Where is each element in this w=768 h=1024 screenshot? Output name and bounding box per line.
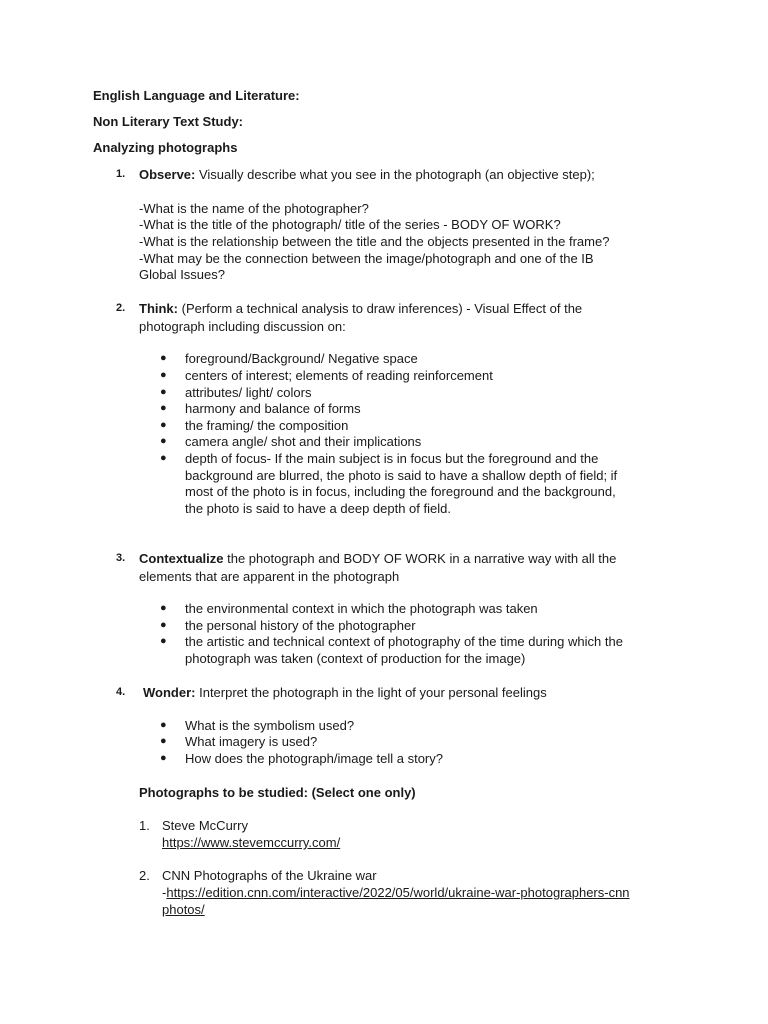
bullet-item: foreground/Background/ Negative space — [185, 351, 418, 366]
list-number: 1. — [139, 818, 150, 833]
bullet-item: the environmental context in which the photograph was taken — [185, 601, 538, 616]
bullet-icon: ● — [160, 419, 167, 431]
step-contextualize — [139, 550, 616, 567]
link-cnn-ukraine-cont[interactable]: photos/ — [162, 902, 205, 917]
photos-heading: Photographs to be studied: (Select one only) — [139, 785, 416, 800]
bullet-icon: ● — [160, 635, 167, 647]
bullet-item: camera angle/ shot and their implications — [185, 434, 422, 449]
step-text: the photograph and BODY OF WORK in a narrative way with all the — [223, 551, 617, 566]
bullet-icon: ● — [160, 602, 167, 614]
step-text: Interpret the photograph in the light of your personal feelings — [195, 685, 547, 700]
step-think — [139, 300, 582, 317]
bullet-item: the artistic and technical context of photography of the time during which the — [185, 634, 623, 649]
bullet-item-cont: most of the photo is in focus, including the foreground and the background, — [185, 484, 616, 499]
bullet-item-cont: the photo is said to have a deep depth of field. — [185, 501, 451, 516]
bullet-icon: ● — [160, 369, 167, 381]
bullet-item: the personal history of the photographer — [185, 618, 416, 633]
cnn-link-line — [162, 884, 630, 901]
step-text: Visually describe what you see in the photograph (an objective step); — [195, 167, 595, 182]
list-number: 2. — [139, 868, 150, 883]
link-cnn-ukraine[interactable]: https://edition.cnn.com/interactive/2022/05/world/ukraine-war-photographers-cnn — [166, 885, 630, 900]
bullet-item: centers of interest; elements of reading reinforcement — [185, 368, 493, 383]
bullet-item-cont: photograph was taken (context of production for the image) — [185, 651, 526, 666]
question-line: -What is the relationship between the title and the objects presented in the frame? — [139, 234, 610, 249]
step-label: Think: — [139, 301, 178, 316]
link-prefix: - — [162, 885, 167, 900]
bullet-icon: ● — [160, 752, 167, 764]
question-line: -What may be the connection between the image/photograph and one of the IB — [139, 251, 594, 266]
bullet-icon: ● — [160, 619, 167, 631]
step-text-cont: photograph including discussion on: — [139, 319, 346, 334]
step-label: Wonder: — [143, 685, 196, 700]
course-title: English Language and Literature: — [93, 88, 300, 103]
bullet-item: the framing/ the composition — [185, 418, 349, 433]
link-stevemccurry[interactable]: https://www.stevemccurry.com/ — [162, 835, 341, 850]
step-number: 3. — [116, 552, 126, 564]
bullet-item: What is the symbolism used? — [185, 718, 355, 733]
bullet-icon: ● — [160, 735, 167, 747]
question-line: Global Issues? — [139, 267, 225, 282]
step-text: (Perform a technical analysis to draw inferences) - Visual Effect of the — [178, 301, 583, 316]
photographer-name: Steve McCurry — [162, 818, 248, 833]
photographer-link[interactable] — [162, 834, 340, 851]
step-text-cont: elements that are apparent in the photograph — [139, 569, 400, 584]
step-label: Observe: — [139, 167, 196, 182]
bullet-icon: ● — [160, 435, 167, 447]
step-number: 1. — [116, 168, 126, 180]
bullet-icon: ● — [160, 386, 167, 398]
bullet-item: How does the photograph/image tell a story? — [185, 751, 443, 766]
bullet-icon: ● — [160, 402, 167, 414]
bullet-icon: ● — [160, 352, 167, 364]
bullet-item: What imagery is used? — [185, 734, 318, 749]
step-number: 4. — [116, 686, 126, 698]
step-wonder — [143, 684, 547, 701]
photographer-name: CNN Photographs of the Ukraine war — [162, 868, 377, 883]
question-line: -What is the name of the photographer? — [139, 201, 369, 216]
bullet-icon: ● — [160, 452, 167, 464]
unit-title: Non Literary Text Study: — [93, 114, 244, 129]
topic-title: Analyzing photographs — [93, 140, 238, 155]
bullet-icon: ● — [160, 719, 167, 731]
bullet-item: attributes/ light/ colors — [185, 385, 312, 400]
step-observe — [139, 166, 595, 183]
step-label: Contextualize — [139, 551, 224, 566]
bullet-item-cont: background are blurred, the photo is said to have a shallow depth of field; if — [185, 468, 618, 483]
question-line: -What is the title of the photograph/ title of the series - BODY OF WORK? — [139, 217, 561, 232]
step-number: 2. — [116, 302, 126, 314]
cnn-link-cont[interactable] — [162, 901, 205, 918]
bullet-item: harmony and balance of forms — [185, 401, 361, 416]
bullet-item: depth of focus- If the main subject is in focus but the foreground and the — [185, 451, 599, 466]
